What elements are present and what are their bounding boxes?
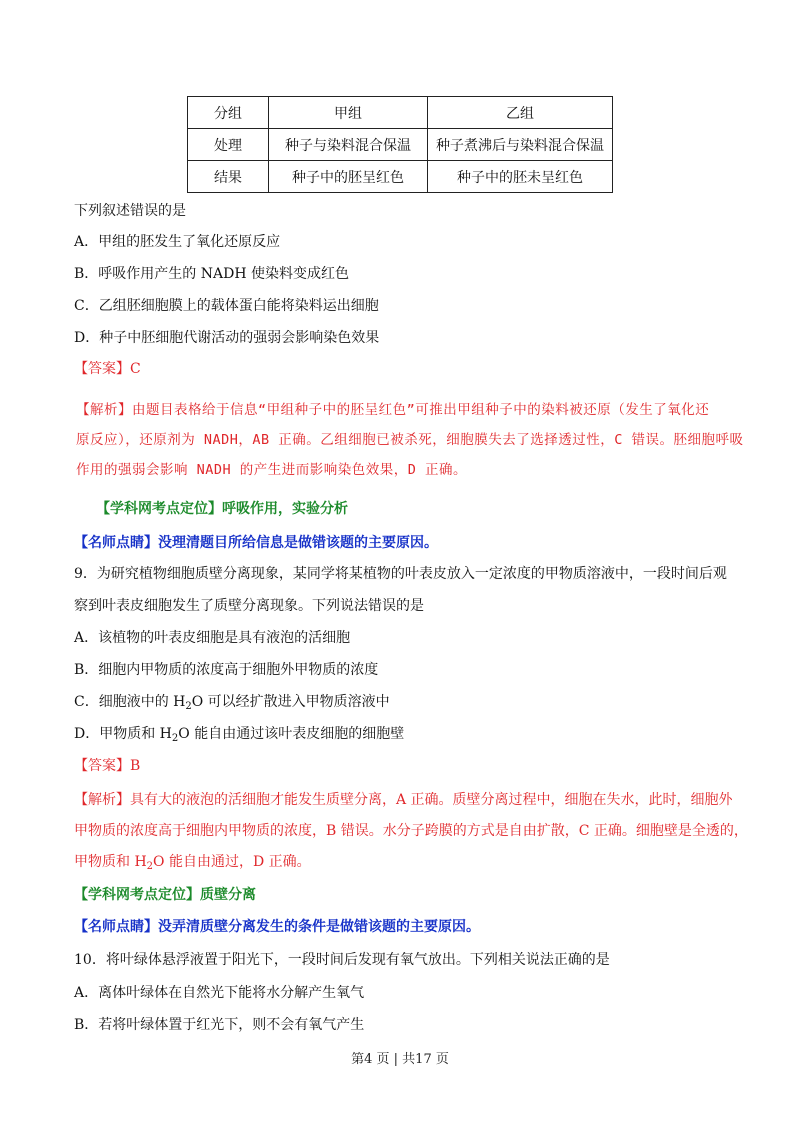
q10-stem: 10．将叶绿体悬浮液置于阳光下，一段时间后发现有氧气放出。下列相关说法正确的是 [74,952,610,968]
q9-kaodian: 【学科网考点定位】质壁分离 [74,887,256,903]
table-cell: 结果 [188,161,269,193]
table-cell: 种子中的胚呈红色 [269,161,428,193]
q9-analysis-line: 【解析】具有大的液泡的活细胞才能发生质壁分离，A 正确。质壁分离过程中，细胞在失水，此时，细胞外 [74,792,733,808]
table-row [188,161,613,193]
q8-analysis-line: 作用的强弱会影响 NADH 的产生进而影响染色效果，D 正确。 [76,462,468,478]
experiment-table [187,96,613,193]
q9-answer: 【答案】B [74,758,141,774]
q9-option-a: A．该植物的叶表皮细胞是具有液泡的活细胞 [74,630,351,646]
q8-option-a: A．甲组的胚发生了氧化还原反应 [74,234,281,250]
q10-option-a: A．离体叶绿体在自然光下能将水分解产生氧气 [74,985,365,1001]
table-cell: 分组 [188,97,269,129]
q8-analysis-line: 【解析】由题目表格给于信息“甲组种子中的胚呈红色”可推出甲组种子中的染料被还原（发生了氧化还 [76,402,710,418]
q8-kaodian: 【学科网考点定位】呼吸作用，实验分析 [96,501,348,517]
q8-stem: 下列叙述错误的是 [74,203,186,219]
table-cell: 处理 [188,129,269,161]
q8-answer: 【答案】C [74,361,141,377]
q8-option-b: B．呼吸作用产生的 NADH 使染料变成红色 [74,266,349,282]
q9-stem-line: 9．为研究植物细胞质壁分离现象，某同学将某植物的叶表皮放入一定浓度的甲物质溶液中，一段时间后观 [74,566,727,582]
q9-option-b: B．细胞内甲物质的浓度高于细胞外甲物质的浓度 [74,662,379,678]
page-footer: 第4 页 | 共17 页 [351,1052,449,1067]
table-cell: 甲组 [269,97,428,129]
q8-option-c: C．乙组胚细胞膜上的载体蛋白能将染料运出细胞 [74,298,379,314]
q8-analysis-line: 原反应），还原剂为 NADH，AB 正确。乙组细胞已被杀死，细胞膜失去了选择透过性，C 错误。胚细胞呼吸 [76,432,744,448]
q8-dianjing: 【名师点睛】没理清题目所给信息是做错该题的主要原因。 [74,535,438,551]
table-row [188,129,613,161]
table-cell: 种子中的胚未呈红色 [428,161,613,193]
q8-option-d: D．种子中胚细胞代谢活动的强弱会影响染色效果 [74,330,380,346]
q9-stem-line: 察到叶表皮细胞发生了质壁分离现象。下列说法错误的是 [74,598,424,614]
q9-dianjing: 【名师点睛】没弄清质壁分离发生的条件是做错该题的主要原因。 [74,919,480,935]
q9-option-d: D．甲物质和 $H_2O$ 能自由通过该叶表皮细胞的细胞壁 [74,726,405,744]
table-cell: 种子与染料混合保温 [269,129,428,161]
table-cell: 种子煮沸后与染料混合保温 [428,129,613,161]
q9-option-c: C．细胞液中的 $H_2O$ 可以经扩散进入甲物质溶液中 [74,694,390,712]
q9-analysis-line: 甲物质和 $H_2O$ 能自由通过，D 正确。 [74,854,311,872]
q10-option-b: B．若将叶绿体置于红光下，则不会有氧气产生 [74,1017,365,1033]
table-cell: 乙组 [428,97,613,129]
q9-analysis-line: 甲物质的浓度高于细胞内甲物质的浓度，B 错误。水分子跨膜的方式是自由扩散，C 正确。细胞壁是全透的， [74,823,748,839]
table-row [188,97,613,129]
